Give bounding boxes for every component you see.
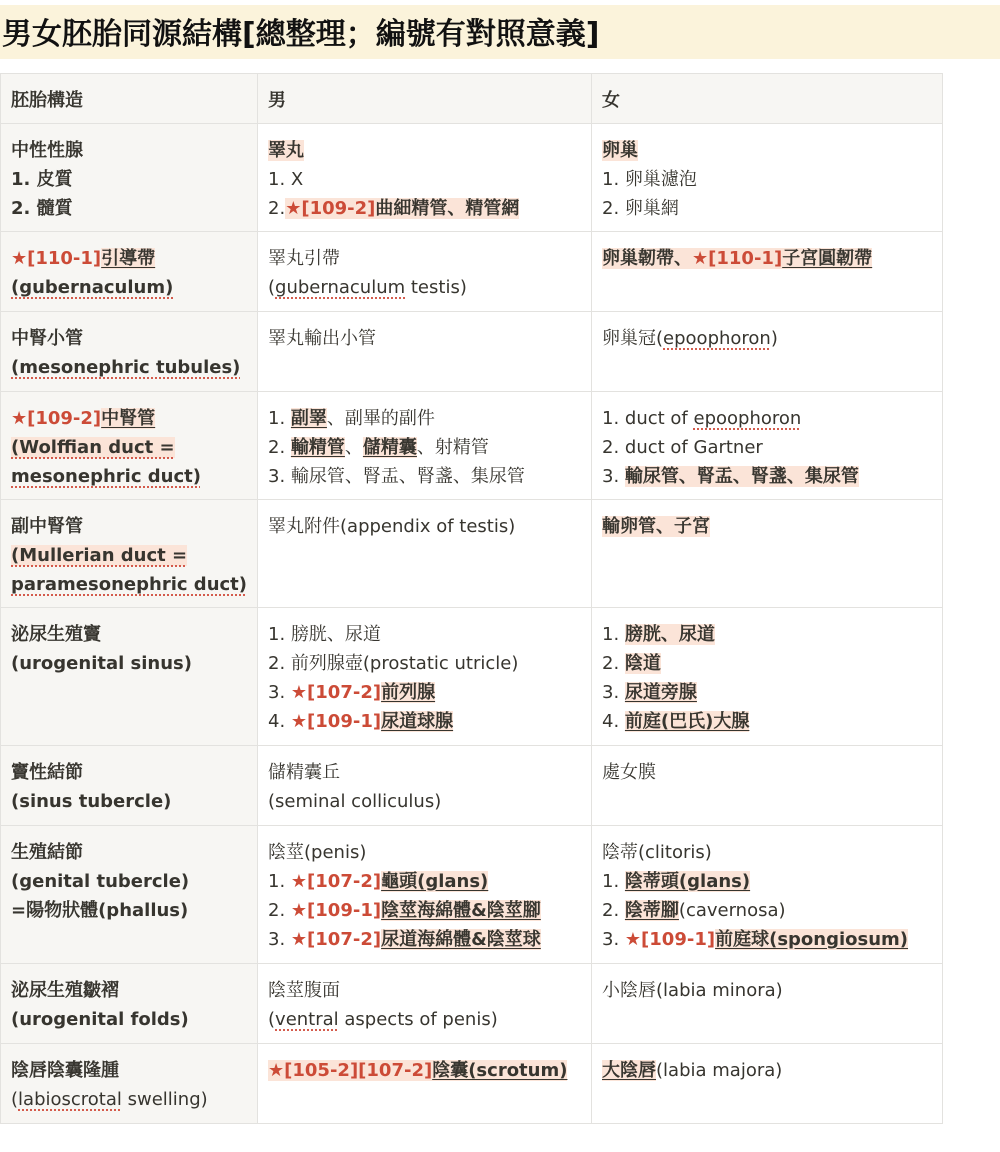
cell-line (268, 867, 581, 896)
table-row (1, 608, 943, 746)
cell-line (268, 324, 581, 353)
cell-female (592, 826, 943, 964)
text-segment: paramesonephric duct) (11, 574, 248, 595)
cell-male (258, 826, 592, 964)
cell-line (268, 838, 581, 867)
cell-line (602, 462, 932, 491)
cell-line (11, 136, 247, 165)
text-segment: 1. (602, 624, 625, 645)
text-segment: swelling) (121, 1089, 208, 1110)
text-segment: ( (11, 1089, 19, 1110)
text-segment: 陰莖海綿體&陰莖腳 (381, 900, 541, 921)
cell-line (268, 404, 581, 433)
text-segment: 引導帶 (101, 248, 156, 269)
text-segment: (labia majora) (656, 1060, 783, 1081)
cell-line (268, 787, 581, 816)
cell-structure (1, 964, 258, 1044)
cell-line (11, 570, 247, 599)
cell-line (11, 512, 247, 541)
text-segment: 卵巢 (602, 140, 639, 161)
table-row (1, 124, 943, 232)
cell-line (602, 838, 932, 867)
text-segment: (genital tubercle) (11, 871, 190, 892)
text-segment: 泌尿生殖皺褶 (11, 980, 119, 1001)
cell-structure (1, 312, 258, 392)
cell-line (602, 512, 932, 541)
text-segment: 陰囊(scrotum) (432, 1060, 568, 1081)
text-segment: (gubernaculum) (11, 277, 174, 298)
cell-line (11, 976, 247, 1005)
text-segment: 3. (602, 682, 625, 703)
cell-line (11, 404, 247, 433)
cell-line (11, 194, 247, 223)
text-segment: 2. (268, 900, 291, 921)
text-segment: 陰道 (624, 653, 661, 674)
cell-line (11, 1056, 247, 1085)
cell-male (258, 392, 592, 500)
text-segment: 生殖結節 (11, 842, 83, 863)
text-segment: 1. (268, 408, 291, 429)
header-cell-female: 女 (592, 74, 943, 124)
text-segment: 中腎小管 (11, 328, 83, 349)
page-title: 男女胚胎同源結構[總整理；編號有對照意義] (2, 17, 600, 52)
text-segment: 曲細精管、精管網 (375, 198, 520, 219)
text-segment: 尿道球腺 (381, 711, 454, 732)
cell-line (268, 649, 581, 678)
text-segment: 副中腎管 (11, 516, 83, 537)
text-segment: 3. (602, 466, 625, 487)
cell-line (268, 758, 581, 787)
cell-female (592, 392, 943, 500)
text-segment: 膀胱、尿道 (624, 624, 715, 645)
header-cell-structure: 胚胎構造 (1, 74, 258, 124)
exam-ref-star: ★[109-1] (290, 900, 382, 921)
cell-female (592, 608, 943, 746)
cell-line (602, 244, 932, 273)
cell-line (268, 433, 581, 462)
cell-line (268, 462, 581, 491)
text-segment: 睪丸附件(appendix of testis) (268, 516, 516, 537)
text-segment: 3. (602, 929, 625, 950)
text-segment: 前庭(巴氏)大腺 (624, 711, 750, 732)
text-segment: mesonephric duct) (11, 466, 201, 487)
cell-line (602, 758, 932, 787)
text-segment: 3. (268, 929, 291, 950)
cell-line (268, 244, 581, 273)
text-segment: 2. (602, 900, 625, 921)
text-segment: 3. 輸尿管、腎盂、腎盞、集尿管 (268, 466, 525, 487)
cell-female (592, 1044, 943, 1124)
cell-line (268, 1005, 581, 1034)
cell-line (602, 404, 932, 433)
cell-line (602, 165, 932, 194)
cell-line (11, 541, 247, 570)
cell-line (11, 867, 247, 896)
text-segment: 卵巢冠( (602, 328, 664, 349)
cell-female (592, 124, 943, 232)
cell-line (11, 324, 247, 353)
cell-female (592, 312, 943, 392)
cell-male (258, 500, 592, 608)
text-segment: 前庭球(spongiosum) (715, 929, 909, 950)
cell-line (11, 244, 247, 273)
cell-structure (1, 1044, 258, 1124)
exam-ref-star: ★[109-1] (290, 711, 382, 732)
text-segment: ( (268, 1009, 276, 1030)
text-segment: 陰莖(penis) (268, 842, 367, 863)
cell-line (602, 678, 932, 707)
text-segment: 2. (602, 653, 625, 674)
cell-line (11, 462, 247, 491)
exam-ref-star: ★[109-2] (285, 198, 376, 219)
exam-ref-star: ★[109-2] (11, 408, 102, 429)
text-segment: 1. (268, 871, 291, 892)
cell-line (11, 758, 247, 787)
cell-line (602, 620, 932, 649)
cell-line (268, 896, 581, 925)
cell-structure (1, 124, 258, 232)
cell-line (268, 165, 581, 194)
text-segment: (mesonephric tubules) (11, 357, 241, 378)
cell-structure (1, 500, 258, 608)
cell-male (258, 124, 592, 232)
cell-structure (1, 392, 258, 500)
text-segment: 、副畢的副件 (326, 408, 435, 429)
text-segment: 2. (268, 437, 291, 458)
cell-line (268, 925, 581, 954)
cell-female (592, 500, 943, 608)
cell-male (258, 964, 592, 1044)
text-segment: 中腎管 (101, 408, 156, 429)
cell-structure (1, 608, 258, 746)
cell-line (11, 353, 247, 382)
cell-line (268, 136, 581, 165)
text-segment: (urogenital folds) (11, 1009, 189, 1030)
text-segment: 1. (602, 871, 625, 892)
text-segment: 陰唇陰囊隆腫 (11, 1060, 119, 1081)
text-segment: 陰蒂頭(glans) (624, 871, 751, 892)
cell-line (11, 1005, 247, 1034)
cell-line (602, 707, 932, 736)
cell-line (268, 620, 581, 649)
exam-ref-star: ★[109-1] (624, 929, 716, 950)
table-row (1, 232, 943, 312)
cell-line (11, 1085, 247, 1114)
text-segment: epoophoron (663, 328, 771, 349)
cell-line (602, 433, 932, 462)
cell-line (11, 838, 247, 867)
text-segment: labioscrotal (18, 1089, 122, 1110)
text-segment: 前列腺 (381, 682, 436, 703)
text-segment: 陰蒂腳 (624, 900, 679, 921)
text-segment: 輸尿管、腎盂、腎盞、集尿管 (624, 466, 859, 487)
text-segment: 、射精管 (416, 437, 489, 458)
table-row (1, 312, 943, 392)
text-segment: 睪丸引帶 (268, 248, 341, 269)
text-segment: 陰莖腹面 (268, 980, 341, 1001)
text-segment: (sinus tubercle) (11, 791, 172, 812)
text-segment: 1. duct of (602, 408, 694, 429)
text-segment: ( (268, 277, 276, 298)
text-segment: ventral (275, 1009, 339, 1030)
text-segment: 陰蒂(clitoris) (602, 842, 712, 863)
text-segment: 1. 卵巢濾泡 (602, 169, 697, 190)
cell-line (268, 1056, 581, 1085)
text-segment: 泌尿生殖竇 (11, 624, 101, 645)
cell-line (268, 512, 581, 541)
cell-line (11, 433, 247, 462)
header-cell-male: 男 (258, 74, 592, 124)
cell-line (602, 867, 932, 896)
cell-female (592, 232, 943, 312)
text-segment: 儲精囊丘 (268, 762, 341, 783)
cell-male (258, 232, 592, 312)
cell-structure (1, 746, 258, 826)
text-segment: 、 (344, 437, 363, 458)
text-segment: 1. 膀胱、尿道 (268, 624, 381, 645)
text-segment: (Mullerian duct = (11, 545, 188, 566)
text-segment: aspects of penis) (338, 1009, 498, 1030)
table-header-row (1, 74, 943, 124)
text-segment: 輸卵管、子宮 (602, 516, 711, 537)
text-segment: 4. (602, 711, 625, 732)
text-segment: 子宮圓韌帶 (782, 248, 873, 269)
title-bar (0, 5, 1000, 59)
cell-line (602, 976, 932, 1005)
cell-structure (1, 826, 258, 964)
exam-ref-star: ★[105-2][107-2] (268, 1060, 433, 1081)
table-row (1, 826, 943, 964)
text-segment: epoophoron (693, 408, 802, 429)
table-row (1, 964, 943, 1044)
cell-line (602, 925, 932, 954)
cell-line (268, 707, 581, 736)
text-segment: (seminal colliculus) (268, 791, 442, 812)
cell-male (258, 746, 592, 826)
text-segment: (urogenital sinus) (11, 653, 193, 674)
exam-ref-star: ★[110-1] (692, 248, 783, 269)
text-segment: 3. (268, 682, 291, 703)
exam-ref-star: ★[107-2] (290, 929, 382, 950)
exam-ref-star: ★[110-1] (11, 248, 102, 269)
text-segment: 輸精管 (290, 437, 345, 458)
text-segment: ) (770, 328, 778, 349)
text-segment: 1. X (268, 169, 304, 190)
cell-line (11, 649, 247, 678)
cell-line (268, 678, 581, 707)
text-segment: 2. 髓質 (11, 198, 73, 219)
cell-line (268, 273, 581, 302)
cell-female (592, 746, 943, 826)
cell-female (592, 964, 943, 1044)
cell-line (602, 194, 932, 223)
text-segment: 2. 前列腺壺(prostatic utricle) (268, 653, 519, 674)
cell-line (602, 896, 932, 925)
text-segment: 2. duct of Gartner (602, 437, 763, 458)
text-segment: 中性性腺 (11, 140, 83, 161)
text-segment: 睪丸 (268, 140, 305, 161)
text-segment: 尿道旁腺 (624, 682, 697, 703)
text-segment: 竇性結節 (11, 762, 83, 783)
text-segment: (Wolffian duct = (11, 437, 175, 458)
text-segment: 2. (268, 198, 286, 219)
table-row (1, 1044, 943, 1124)
table-row (1, 392, 943, 500)
cell-line (11, 165, 247, 194)
cell-line (11, 273, 247, 302)
text-segment: 龜頭(glans) (381, 871, 489, 892)
cell-male (258, 1044, 592, 1124)
cell-line (268, 976, 581, 1005)
text-segment: 4. (268, 711, 291, 732)
text-segment: 1. 皮質 (11, 169, 73, 190)
text-segment: (cavernosa) (678, 900, 786, 921)
text-segment: gubernaculum (275, 277, 406, 298)
cell-structure (1, 232, 258, 312)
table-body (1, 124, 943, 1124)
cell-line (11, 896, 247, 925)
text-segment: testis) (405, 277, 467, 298)
cell-male (258, 608, 592, 746)
exam-ref-star: ★[107-2] (290, 682, 382, 703)
cell-line (268, 194, 581, 223)
table-row (1, 500, 943, 608)
text-segment: 儲精囊 (362, 437, 417, 458)
text-segment: 睪丸輸出小管 (268, 328, 377, 349)
text-segment: 尿道海綿體&陰莖球 (381, 929, 541, 950)
text-segment: 處女膜 (602, 762, 657, 783)
cell-male (258, 312, 592, 392)
text-segment: 卵巢韌帶、 (602, 248, 693, 269)
cell-line (602, 324, 932, 353)
cell-line (602, 136, 932, 165)
exam-ref-star: ★[107-2] (290, 871, 382, 892)
text-segment: 大陰唇 (602, 1060, 657, 1081)
cell-line (602, 1056, 932, 1085)
text-segment: 小陰唇(labia minora) (602, 980, 783, 1001)
text-segment: =陽物狀體(phallus) (11, 900, 189, 921)
homology-table (0, 73, 943, 1124)
text-segment: 副睪 (290, 408, 327, 429)
text-segment: 2. 卵巢網 (602, 198, 679, 219)
cell-line (11, 787, 247, 816)
cell-line (11, 620, 247, 649)
table-row (1, 746, 943, 826)
cell-line (602, 649, 932, 678)
